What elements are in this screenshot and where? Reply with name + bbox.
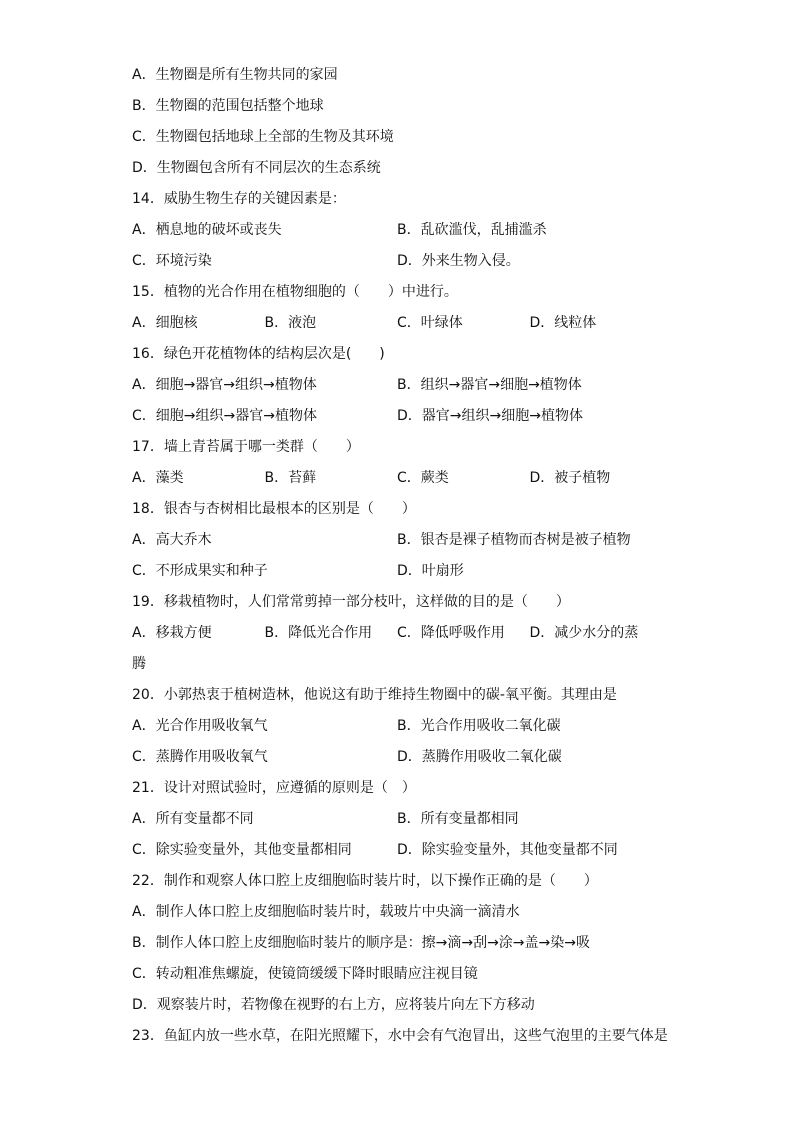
option-d: D．叶扇形 [397,563,464,579]
question-15-options-row [132,312,662,343]
option-c: C．环境污染 [132,253,212,269]
question-22-stem: 22．制作和观察人体口腔上皮细胞临时装片时，以下操作正确的是（ ） [132,873,598,889]
option-d: D．器官→组织→细胞→植物体 [397,408,583,424]
option-c: C．不形成果实和种子 [132,563,268,579]
option-d: D．减少水分的蒸 [529,625,639,641]
option-a: A．细胞→器官→组织→植物体 [132,377,317,393]
question-16-stem: 16．绿色开花植物体的结构层次是( ) [132,346,385,362]
option-b: B．银杏是裸子植物而杏树是被子植物 [397,532,631,548]
question-20-stem: 20．小郭热衷于植树造林，他说这有助于维持生物圈中的碳-氧平衡。其理由是 [132,687,617,703]
option-d: D．生物圈包含所有不同层次的生态系统 [132,160,381,176]
question-list [132,64,668,1056]
question-14-options-row [132,250,662,281]
question-21-stem: 21．设计对照试验时，应遵循的原则是（ ） [132,780,416,796]
option-b: B．所有变量都相同 [397,811,519,827]
option-a: A．生物圈是所有生物共同的家园 [132,67,338,83]
option-b: B．制作人体口腔上皮细胞临时装片的顺序是：擦→滴→刮→涂→盖→染→吸 [132,935,590,951]
option-a: A．高大乔木 [132,532,212,548]
question-15-stem: 15．植物的光合作用在植物细胞的（ ）中进行。 [132,284,458,300]
option-b: B．降低光合作用 [264,625,373,641]
option-a: A．制作人体口腔上皮细胞临时装片时，载玻片中央滴一滴清水 [132,904,520,920]
question-19-options-row [132,622,662,653]
question-17-options-row [132,467,662,498]
option-a: A．细胞核 [132,315,198,331]
option-a: A．移栽方便 [132,625,212,641]
question-14-options-row [132,219,662,250]
option-c: C．蕨类 [397,470,449,486]
option-d-continuation: 腾 [132,656,146,672]
question-20-options-row [132,746,662,777]
question-21-options-row [132,808,662,839]
option-a: A．所有变量都不同 [132,811,254,827]
option-d: D．被子植物 [529,470,611,486]
option-c: C．生物圈包括地球上全部的生物及其环境 [132,129,394,145]
option-b: B．生物圈的范围包括整个地球 [132,98,324,114]
option-b: B．液泡 [264,315,317,331]
question-17-stem: 17．墙上青苔属于哪一类群（ ） [132,439,360,455]
question-14-stem: 14．威胁生物生存的关键因素是： [132,191,346,207]
option-b: B．光合作用吸收二氧化碳 [397,718,561,734]
option-c: C．降低呼吸作用 [397,625,505,641]
option-d: D．外来生物入侵。 [397,253,520,269]
option-c: C．细胞→组织→器官→植物体 [132,408,317,424]
option-c: C．除实验变量外，其他变量都相同 [132,842,352,858]
option-b: B．乱砍滥伐，乱捕滥杀 [397,222,547,238]
option-a: A．藻类 [132,470,184,486]
option-a: A．栖息地的破坏或丧失 [132,222,282,238]
option-b: B．组织→器官→细胞→植物体 [397,377,582,393]
question-20-options-row [132,715,662,746]
question-18-stem: 18．银杏与杏树相比最根本的区别是（ ） [132,501,416,517]
option-d: D．线粒体 [529,315,597,331]
option-c: C．蒸腾作用吸收氧气 [132,749,268,765]
question-23-stem: 23．鱼缸内放一些水草，在阳光照耀下，水中会有气泡冒出，这些气泡里的主要气体是 [132,1028,668,1044]
option-b: B．苔藓 [264,470,317,486]
question-18-options-row [132,560,662,591]
question-19-stem: 19．移栽植物时，人们常常剪掉一部分枝叶，这样做的目的是（ ） [132,594,570,610]
option-a: A．光合作用吸收氧气 [132,718,268,734]
option-d: D．观察装片时，若物像在视野的右上方，应将装片向左下方移动 [132,997,535,1013]
option-d: D．除实验变量外，其他变量都不同 [397,842,618,858]
question-18-options-row [132,529,662,560]
option-c: C．叶绿体 [397,315,463,331]
option-d: D．蒸腾作用吸收二氧化碳 [397,749,562,765]
question-16-options-row [132,405,662,436]
option-c: C．转动粗准焦螺旋，使镜筒缓缓下降时眼睛应注视目镜 [132,966,478,982]
question-16-options-row [132,374,662,405]
question-21-options-row [132,839,662,870]
